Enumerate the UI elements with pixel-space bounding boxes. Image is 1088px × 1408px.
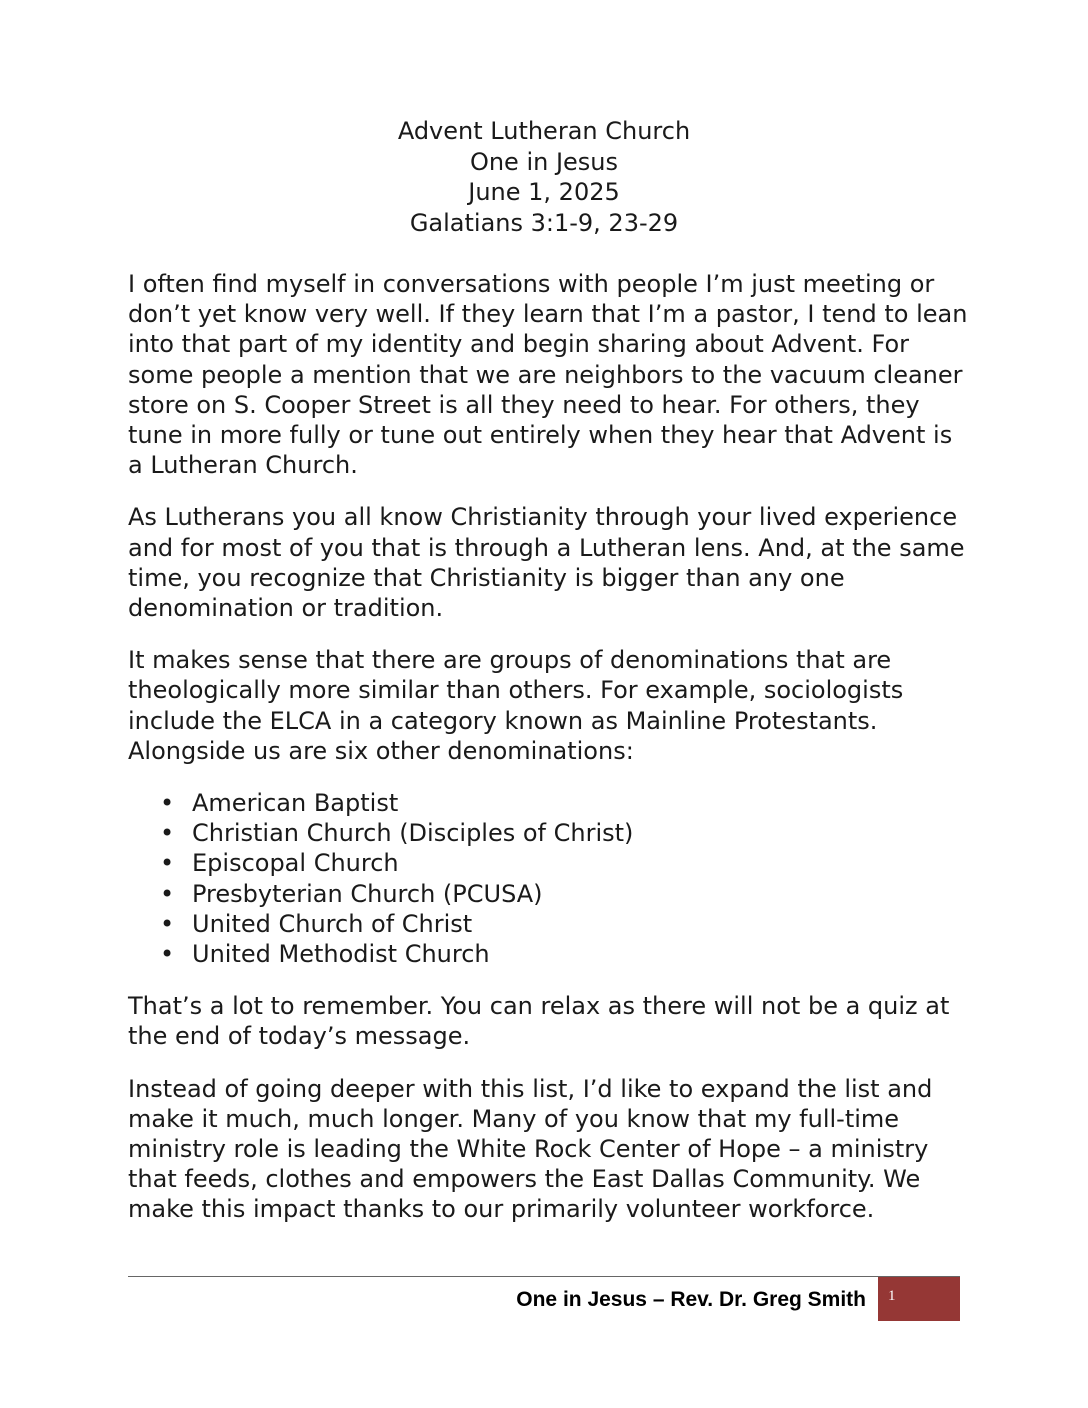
paragraph: It makes sense that there are groups of denominations that are theologically more similar than others. For example, sociologists include the ELCA in a category known as Mainline Protestants. Alongside us are six other denominations: <box>128 646 904 765</box>
page-number-box <box>878 1277 960 1321</box>
church-name: Advent Lutheran Church <box>397 117 691 145</box>
list-item <box>128 879 968 909</box>
sermon-body <box>128 269 968 1247</box>
list-item-label: American Baptist <box>192 789 399 818</box>
sermon-date: June 1, 2025 <box>468 178 620 206</box>
list-item-label: Episcopal Church <box>192 849 399 878</box>
list-item <box>128 939 968 969</box>
page-number: 1 <box>888 1288 896 1304</box>
sermon-title: One in Jesus <box>469 147 619 176</box>
bullet-icon: • <box>160 819 175 848</box>
bullet-icon: • <box>160 849 175 878</box>
footer-title: One in Jesus – Rev. Dr. Greg Smith <box>516 1288 866 1311</box>
list-item <box>128 909 968 939</box>
list-item-label: Presbyterian Church (PCUSA) <box>192 879 543 908</box>
bullet-icon: • <box>160 789 175 818</box>
paragraph: As Lutherans you all know Christianity through your lived experience and for most of you that is through a Lutheran lens. And, at the same time, you recognize that Christianity is bigger than any one denomination or tradition. <box>128 503 965 623</box>
paragraph: I often find myself in conversations with people I’m just meeting or don’t yet know very well. If they learn that I’m a pastor, I tend to lean into that part of my identity and begin sharing about Advent. For some people a mention that we are neighbors to the vacuum cleaner store on S. Cooper Street is all they need to hear. For others, they tune in more fully or tune out entirely when they hear that Advent is a Lutheran Church. <box>128 270 968 480</box>
scripture-reference: Galatians 3:1-9, 23-29 <box>409 208 679 237</box>
list-item-label: Christian Church (Disciples of Christ) <box>192 819 634 848</box>
bullet-icon: • <box>160 940 175 969</box>
paragraph: That’s a lot to remember. You can relax as there will not be a quiz at the end of today’s message. <box>128 992 950 1051</box>
list-item-label: United Church of Christ <box>192 909 473 938</box>
paragraph: Instead of going deeper with this list, I’d like to expand the list and make it much, much longer. Many of you know that my full-time ministry role is leading the White Rock Center of Hope – a ministry that feeds, clothes and empowers the East Dallas Community. We make this impact thanks to our primarily volunteer workforce. <box>128 1074 933 1224</box>
list-item <box>128 818 968 848</box>
denomination-list <box>128 788 968 969</box>
list-item <box>128 848 968 878</box>
bullet-icon: • <box>160 879 175 908</box>
footer-divider <box>128 1276 960 1277</box>
bullet-icon: • <box>160 909 175 938</box>
list-item-label: United Methodist Church <box>192 940 490 969</box>
list-item <box>128 788 968 818</box>
sermon-header <box>0 116 1088 238</box>
